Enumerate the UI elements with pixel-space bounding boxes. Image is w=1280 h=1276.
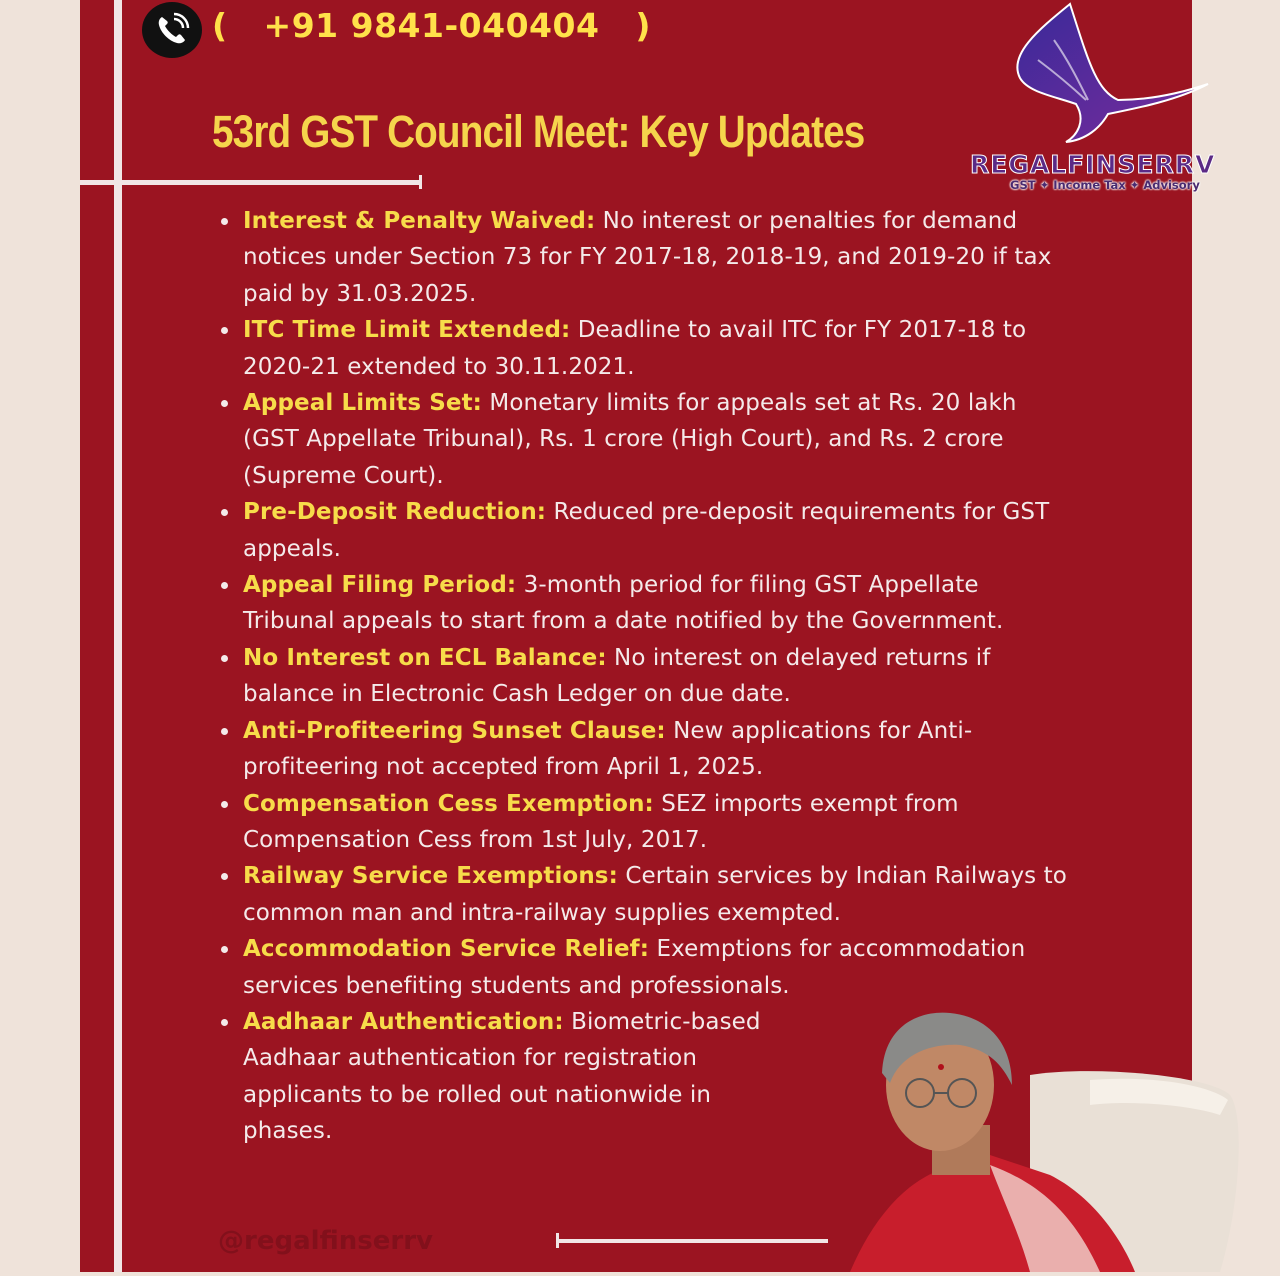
- list-item: [220, 858, 1072, 931]
- point-heading: Appeal Limits Set:: [243, 390, 482, 417]
- point-heading: Pre-Deposit Reduction:: [243, 499, 547, 526]
- point-text: Biometric-based Aadhaar authentication for registration applicants to be rolled out nationwide in phases.: [243, 1008, 761, 1145]
- watermark-handle: @regalfinserrv: [218, 1226, 434, 1256]
- phone-ringing-icon[interactable]: [142, 2, 202, 58]
- point-heading: Appeal Filing Period:: [243, 572, 517, 599]
- point-heading: Compensation Cess Exemption:: [243, 790, 654, 817]
- list-item: [220, 931, 1072, 1004]
- list-item: [220, 786, 1072, 859]
- point-text: No interest or penalties for demand notices under Section 73 for FY 2017-18, 2018-19, and 2019-20 if tax paid by 31.03.2025.: [243, 208, 1052, 307]
- point-text: Monetary limits for appeals set at Rs. 20 lakh (GST Appellate Tribunal), Rs. 1 crore (High Court), and Rs. 2 crore (Supreme Court).: [243, 390, 1017, 489]
- point-heading: Anti-Profiteering Sunset Clause:: [243, 717, 666, 744]
- point-text: SEZ imports exempt from Compensation Cess from 1st July, 2017.: [243, 790, 959, 853]
- point-text: Deadline to avail ITC for FY 2017-18 to 2020-21 extended to 30.11.2021.: [243, 317, 1027, 380]
- page-title: 53rd GST Council Meet: Key Updates: [212, 106, 865, 157]
- point-heading: Interest & Penalty Waived:: [243, 208, 596, 234]
- point-heading: Railway Service Exemptions:: [243, 863, 618, 890]
- point-heading: Accommodation Service Relief:: [243, 936, 650, 963]
- list-item: [220, 567, 1072, 640]
- point-text: New applications for Anti-profiteering not accepted from April 1, 2025.: [243, 717, 973, 781]
- list-item: [220, 312, 1072, 385]
- list-item: [220, 494, 1072, 567]
- list-item: [220, 203, 1072, 312]
- speaker-portrait: [790, 1005, 1280, 1272]
- list-item: [220, 640, 1072, 713]
- vertical-divider: [114, 0, 122, 1272]
- list-item: [220, 713, 1072, 786]
- point-text: Exemptions for accommodation services benefiting students and professionals.: [243, 936, 1026, 999]
- list-item: [220, 1004, 803, 1150]
- point-text: 3-month period for filing GST Appellate Tribunal appeals to start from a date notified by the Government.: [243, 572, 1004, 635]
- phone-number[interactable]: ( +91 9841-040404 ): [212, 6, 651, 45]
- title-underline: [80, 180, 420, 185]
- bottom-divider: [558, 1239, 828, 1243]
- point-heading: No Interest on ECL Balance:: [243, 644, 607, 671]
- list-item: [220, 385, 1072, 494]
- point-text: Reduced pre-deposit requirements for GST appeals.: [243, 499, 1050, 562]
- point-heading: ITC Time Limit Extended:: [243, 317, 571, 344]
- brand-tagline: GST ✦ Income Tax ✦ Advisory: [1010, 178, 1200, 192]
- brand-name: REGALFINSERRV: [970, 150, 1216, 179]
- point-text: Certain services by Indian Railways to common man and intra-railway supplies exempted.: [243, 863, 1067, 926]
- point-text: No interest on delayed returns if balance in Electronic Cash Ledger on due date.: [243, 644, 991, 708]
- point-heading: Aadhaar Authentication:: [243, 1008, 564, 1035]
